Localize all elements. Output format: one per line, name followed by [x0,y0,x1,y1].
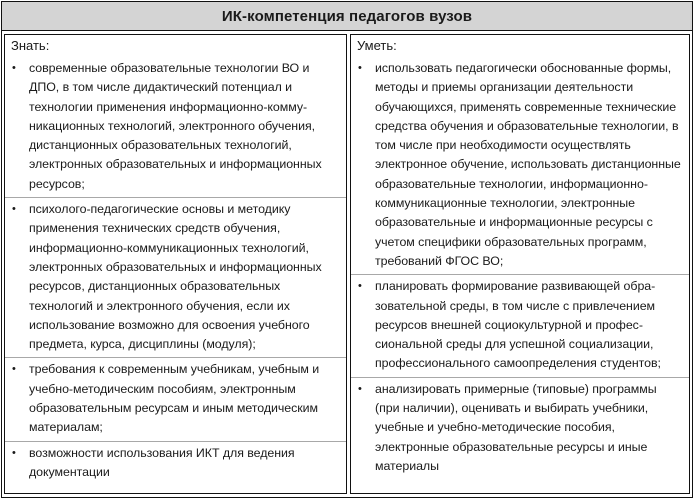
bullet-icon: • [12,363,16,376]
know-item-text: возможности использования ИКТ для ведения документации [29,445,295,479]
know-item-text: психолого-педагогические основы и методику применения технических средств обучения, информационно-коммуникационных технологий, электронных образовательных и информационных ресурсов, дистанционных образовательных технологий и электронного обучения, если их использование возможно для освоения учебного предмета, курса, дисциплины (модуля); [29,202,322,352]
know-item [5,197,346,357]
know-item [5,57,346,197]
bullet-icon: • [358,382,362,395]
bullet-icon: • [12,203,16,216]
can-item-text: анализировать примерные (типовые) программы (при наличии), оценивать и выбирать учебники, учебные и учебно-методические пособия, электронные образовательные ресурсы и иные материалы [375,381,657,473]
bullet-icon: • [358,62,362,74]
can-item-text: использовать педагогически обоснованные формы, методы и приемы организации деятельности обучающихся, применять современные технические средства обучения и образовательные технологии, в том числе при необходимости осуществлять электронное обучение, использовать дистанционные образовательные технологии, информационно-коммуникационные технологии, электронные образовательные и информационные ресурсы с учетом специфики образовательных программ, требований ФГОС ВО; [375,61,681,268]
know-item-text: современные образовательные технологии ВО и ДПО, в том числе дидактический потенциал и технологии применения информационно-коммуникационных технологий, электронного обучения, дистанционных образовательных технологий, электронных образовательных и информационных ресурсов; [29,61,322,191]
can-header: Уметь: [357,38,397,53]
know-item-text: требования к современным учебникам, учебным и учебно-методическим пособиям, электронным образовательным ресурсам и иным методическим материалам; [29,362,320,435]
can-item [351,377,689,479]
know-column [4,34,347,494]
can-column [350,34,690,494]
can-item [351,57,689,274]
know-item [5,441,346,486]
bullet-icon: • [12,62,16,74]
competency-table [1,1,693,498]
can-list [351,57,689,479]
can-item [351,274,689,376]
know-header: Знать: [11,38,50,53]
bullet-icon: • [12,446,16,459]
can-item-text: планировать формирование развивающей образовательной среды, в том числе с привлечением ресурсов внешней социокультурной и профессиональной среды для успешной социализации, профессионального самоопределения студентов; [375,279,661,371]
bullet-icon: • [358,280,362,293]
know-list [5,57,346,485]
table-title: ИК-компетенция педагогов вузов [2,2,692,31]
know-item [5,357,346,440]
